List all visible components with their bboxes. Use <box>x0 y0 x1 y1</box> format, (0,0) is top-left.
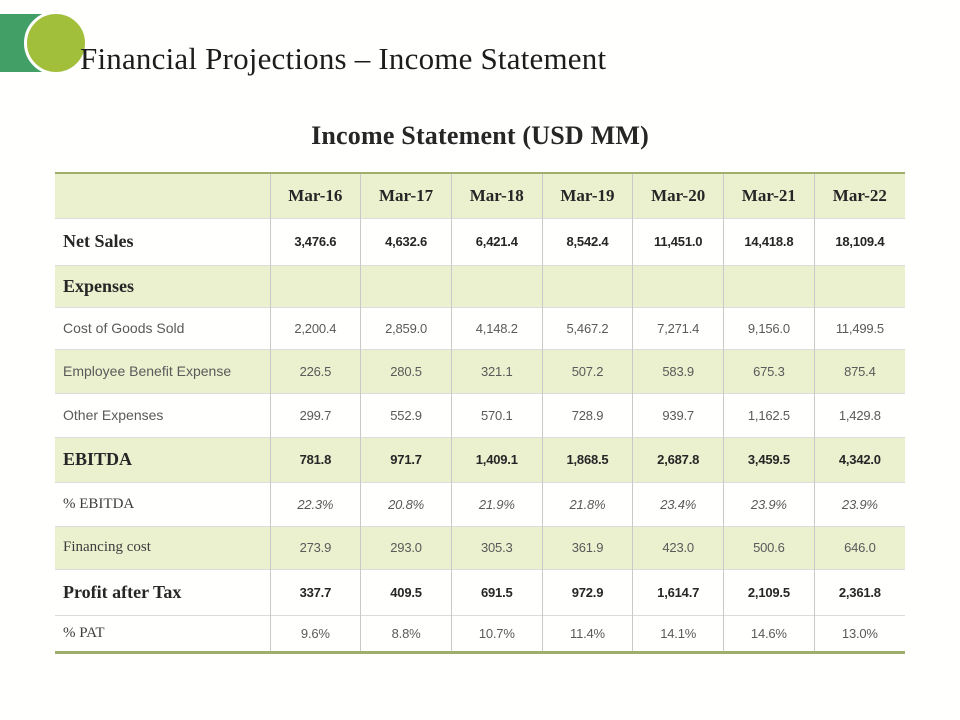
table-row <box>55 393 905 437</box>
table-row <box>55 526 905 569</box>
cell-value: 5,467.2 <box>542 307 633 349</box>
column-header: Mar-18 <box>451 173 542 218</box>
cell-value: 1,162.5 <box>724 393 815 437</box>
column-header: Mar-17 <box>361 173 452 218</box>
cell-value <box>270 265 361 307</box>
column-header: Mar-21 <box>724 173 815 218</box>
cell-value <box>361 265 452 307</box>
cell-value: 675.3 <box>724 349 815 393</box>
row-label: Profit after Tax <box>63 581 182 602</box>
page-title: Financial Projections – Income Statement <box>80 40 607 76</box>
row-label: Net Sales <box>63 231 134 251</box>
logo-circle-icon <box>24 11 88 75</box>
cell-value: 361.9 <box>542 526 633 569</box>
cell-value: 570.1 <box>451 393 542 437</box>
cell-value: 2,361.8 <box>814 569 905 615</box>
cell-value: 2,200.4 <box>270 307 361 349</box>
cell-value: 18,109.4 <box>814 218 905 265</box>
table-title: Income Statement (USD MM) <box>311 121 649 150</box>
cell-value: 1,409.1 <box>451 437 542 482</box>
cell-value: 9,156.0 <box>724 307 815 349</box>
row-label: Expenses <box>63 275 135 296</box>
cell-value: 1,614.7 <box>633 569 724 615</box>
cell-value: 691.5 <box>451 569 542 615</box>
table-container <box>55 172 905 654</box>
cell-value <box>633 265 724 307</box>
table-row <box>55 437 905 482</box>
cell-value: 1,429.8 <box>814 393 905 437</box>
cell-value: 226.5 <box>270 349 361 393</box>
table-row <box>55 307 905 349</box>
cell-value: 7,271.4 <box>633 307 724 349</box>
cell-value: 321.1 <box>451 349 542 393</box>
table-row <box>55 482 905 526</box>
cell-value: 3,459.5 <box>724 437 815 482</box>
cell-value: 2,687.8 <box>633 437 724 482</box>
cell-value: 507.2 <box>542 349 633 393</box>
table-row <box>55 265 905 307</box>
cell-value: 273.9 <box>270 526 361 569</box>
cell-value: 552.9 <box>361 393 452 437</box>
cell-value: 972.9 <box>542 569 633 615</box>
cell-value: 23.9% <box>724 482 815 526</box>
column-header: Mar-19 <box>542 173 633 218</box>
cell-value: 8.8% <box>361 615 452 652</box>
corner-cell <box>55 173 270 218</box>
cell-value: 875.4 <box>814 349 905 393</box>
cell-value: 14.6% <box>724 615 815 652</box>
cell-value: 22.3% <box>270 482 361 526</box>
column-header: Mar-16 <box>270 173 361 218</box>
cell-value: 4,342.0 <box>814 437 905 482</box>
cell-value: 6,421.4 <box>451 218 542 265</box>
cell-value <box>542 265 633 307</box>
row-label: EBITDA <box>63 449 133 469</box>
table-row <box>55 349 905 393</box>
cell-value: 23.4% <box>633 482 724 526</box>
cell-value <box>724 265 815 307</box>
row-label: % EBITDA <box>63 495 135 512</box>
cell-value: 2,109.5 <box>724 569 815 615</box>
cell-value: 409.5 <box>361 569 452 615</box>
cell-value: 2,859.0 <box>361 307 452 349</box>
cell-value: 337.7 <box>270 569 361 615</box>
cell-value: 305.3 <box>451 526 542 569</box>
cell-value: 971.7 <box>361 437 452 482</box>
column-header: Mar-20 <box>633 173 724 218</box>
cell-value <box>451 265 542 307</box>
table-body <box>55 218 905 652</box>
cell-value <box>814 265 905 307</box>
row-label: Other Expenses <box>63 407 164 423</box>
cell-value: 3,476.6 <box>270 218 361 265</box>
cell-value: 299.7 <box>270 393 361 437</box>
cell-value: 13.0% <box>814 615 905 652</box>
cell-value: 10.7% <box>451 615 542 652</box>
cell-value: 728.9 <box>542 393 633 437</box>
table-header-row <box>55 173 905 218</box>
cell-value: 646.0 <box>814 526 905 569</box>
cell-value: 4,632.6 <box>361 218 452 265</box>
table-row <box>55 615 905 652</box>
cell-value: 781.8 <box>270 437 361 482</box>
cell-value: 20.8% <box>361 482 452 526</box>
cell-value: 8,542.4 <box>542 218 633 265</box>
income-statement-table <box>55 172 905 654</box>
cell-value: 14,418.8 <box>724 218 815 265</box>
cell-value: 500.6 <box>724 526 815 569</box>
column-header: Mar-22 <box>814 173 905 218</box>
cell-value: 583.9 <box>633 349 724 393</box>
cell-value: 280.5 <box>361 349 452 393</box>
table-row <box>55 569 905 615</box>
row-label: Financing cost <box>63 539 151 555</box>
row-label: % PAT <box>63 624 105 641</box>
cell-value: 11,499.5 <box>814 307 905 349</box>
cell-value: 293.0 <box>361 526 452 569</box>
cell-value: 4,148.2 <box>451 307 542 349</box>
cell-value: 11,451.0 <box>633 218 724 265</box>
cell-value: 11.4% <box>542 615 633 652</box>
row-label: Employee Benefit Expense <box>63 363 232 379</box>
cell-value: 939.7 <box>633 393 724 437</box>
cell-value: 1,868.5 <box>542 437 633 482</box>
cell-value: 423.0 <box>633 526 724 569</box>
cell-value: 21.8% <box>542 482 633 526</box>
row-label: Cost of Goods Sold <box>63 320 185 336</box>
table-row <box>55 218 905 265</box>
cell-value: 23.9% <box>814 482 905 526</box>
cell-value: 14.1% <box>633 615 724 652</box>
cell-value: 21.9% <box>451 482 542 526</box>
cell-value: 9.6% <box>270 615 361 652</box>
